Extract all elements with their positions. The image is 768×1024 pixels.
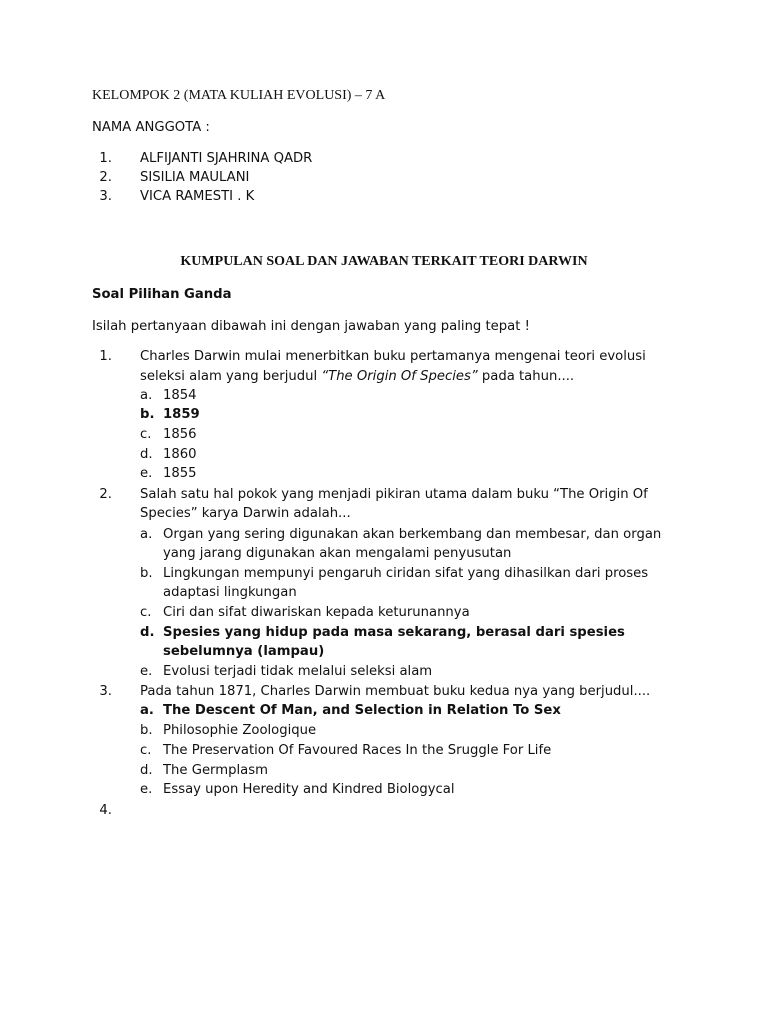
question-number: 2. [99, 487, 112, 502]
question-number: 4. [99, 803, 112, 818]
option-text: yang jarang digunakan akan mengalami penyusutan [163, 546, 512, 561]
option-text: 1854 [163, 388, 197, 403]
question-text: Species” karya Darwin adalah... [140, 506, 351, 521]
option-text: Organ yang sering digunakan akan berkembang dan membesar, dan organ [163, 527, 662, 542]
member-number: 2. [99, 170, 112, 185]
option-text: Evolusi terjadi tidak melalui seleksi alam [163, 664, 433, 679]
option-letter: d. [140, 763, 153, 778]
option-text: Spesies yang hidup pada masa sekarang, berasal dari spesies [163, 625, 625, 640]
option-letter: a. [140, 388, 153, 403]
document-title: KUMPULAN SOAL DAN JAWABAN TERKAIT TEORI DARWIN [180, 254, 588, 269]
group-title: KELOMPOK 2 (MATA KULIAH EVOLUSI) – 7 A [92, 88, 386, 103]
member-name: VICA RAMESTI . K [140, 189, 255, 204]
question-text: seleksi alam yang berjudul [140, 369, 322, 384]
option-text: Essay upon Heredity and Kindred Biologycal [163, 782, 455, 797]
option-letter: b. [140, 407, 155, 422]
question-text: Charles Darwin mulai menerbitkan buku pertamanya mengenai teori evolusi [140, 349, 646, 364]
option-text: Philosophie Zoologique [163, 723, 317, 738]
option-text: The Germplasm [163, 763, 268, 778]
option-text: The Descent Of Man, and Selection in Relation To Sex [163, 703, 561, 718]
option-text: Ciri dan sifat diwariskan kepada keturunannya [163, 605, 470, 620]
option-letter: e. [140, 466, 153, 481]
option-text: The Preservation Of Favoured Races In the Sruggle For Life [163, 743, 552, 758]
option-text: Lingkungan mempunyi pengaruh ciridan sifat yang dihasilkan dari proses [163, 566, 649, 581]
member-number: 3. [99, 189, 112, 204]
question-line [140, 368, 574, 386]
member-name: ALFIJANTI SJAHRINA QADR [140, 151, 313, 166]
option-text: 1856 [163, 427, 197, 442]
option-letter: c. [140, 427, 152, 442]
question-text: Salah satu hal pokok yang menjadi pikiran utama dalam buku “The Origin Of [140, 487, 648, 502]
option-letter: e. [140, 782, 153, 797]
option-letter: a. [140, 703, 154, 718]
option-text: sebelumnya (lampau) [163, 644, 325, 659]
instruction-text: Isilah pertanyaan dibawah ini dengan jawaban yang paling tepat ! [92, 319, 530, 334]
option-letter: b. [140, 566, 153, 581]
book-title: “The Origin Of Species” [321, 369, 478, 384]
option-letter: a. [140, 527, 153, 542]
question-number: 3. [99, 684, 112, 699]
option-text: adaptasi lingkungan [163, 585, 297, 600]
option-text: 1860 [163, 447, 197, 462]
option-letter: e. [140, 664, 153, 679]
question-number: 1. [99, 349, 112, 364]
member-number: 1. [99, 151, 112, 166]
question-text: pada tahun.... [477, 369, 575, 384]
option-letter: c. [140, 605, 152, 620]
option-letter: c. [140, 743, 152, 758]
option-text: 1859 [163, 407, 200, 422]
member-name: SISILIA MAULANI [140, 170, 250, 185]
section-title: Soal Pilihan Ganda [92, 287, 232, 302]
question-text: Pada tahun 1871, Charles Darwin membuat buku kedua nya yang berjudul.... [140, 684, 651, 699]
option-letter: d. [140, 625, 155, 640]
option-text: 1855 [163, 466, 197, 481]
option-letter: d. [140, 447, 153, 462]
option-letter: b. [140, 723, 153, 738]
members-label: NAMA ANGGOTA : [92, 120, 210, 135]
